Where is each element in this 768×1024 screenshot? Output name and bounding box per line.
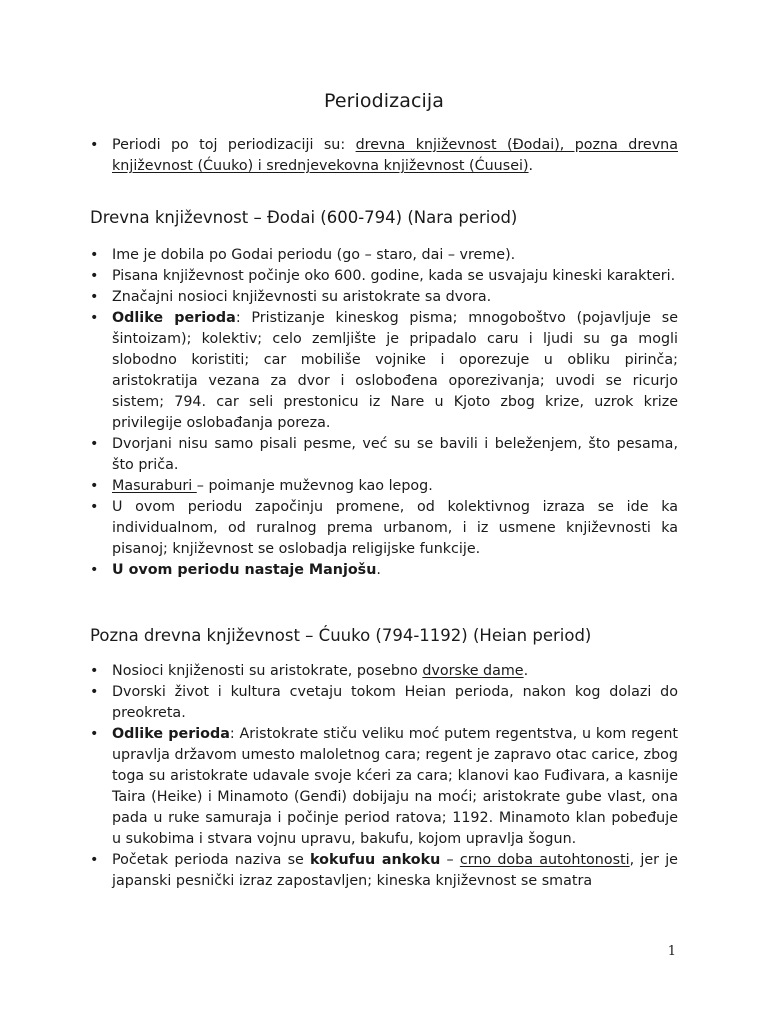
item-text: . <box>376 562 381 578</box>
list-item: • Pisana književnost počinje oko 600. godine, kada se usvajaju kineski karakteri. <box>90 266 678 287</box>
drevna-list <box>90 245 678 581</box>
item-text: – <box>440 852 460 868</box>
item-text: Nosioci knjiženosti su aristokrate, posebno <box>112 663 423 679</box>
list-item <box>90 661 678 682</box>
list-item: • U ovom periodu započinju promene, od kolektivnog izraza se ide ka individualnom, od ruralnog prema urbanom, i iz usmene književnosti ka pisanoj; književnost se oslobadja religijske funkcije. <box>90 497 678 560</box>
page-number: 1 <box>667 944 676 959</box>
odlike-label: Odlike perioda <box>112 310 236 326</box>
item-text: – poimanje muževnog kao lepog. <box>196 478 433 494</box>
list-item <box>90 308 678 434</box>
odlike-label: Odlike perioda <box>112 726 230 742</box>
page-title: Periodizacija <box>323 90 445 112</box>
list-item <box>90 135 678 177</box>
list-item: • Dvorski život i kultura cvetaju tokom Heian perioda, nakon kog dolazi do preokreta. <box>90 682 678 724</box>
section-heading-pozna: Pozna drevna književnost – Ćuuko (794-1192) (Heian period) <box>90 626 592 645</box>
list-item <box>90 724 678 850</box>
list-item <box>90 850 678 892</box>
pozna-list <box>90 661 678 892</box>
masuraburi-link[interactable]: Masuraburi <box>112 478 197 494</box>
list-item: • Dvorjani nisu samo pisali pesme, već su se bavili i beleženjem, što pesama, što priča. <box>90 434 678 476</box>
item-text: . <box>523 663 529 679</box>
list-item: • Ime je dobila po Godai periodu (go – staro, dai – vreme). <box>90 245 678 266</box>
item-text: , jer je japanski pesnički izraz zapostavljen; kineska književnost se smatra <box>112 852 678 889</box>
item-text: Periodi po toj periodizaciji su: <box>112 137 356 153</box>
section-heading-drevna: Drevna književnost – Đodai (600-794) (Nara period) <box>90 208 518 227</box>
item-text: : Pristizanje kineskog pisma; mnogoboštvo (pojavljuje se šintoizam); kolektiv; celo zemljište je pripadalo caru i ljudi su ga mogli slobodno koristiti; car mobiliše vojnike i oporezuje u obliku pirinča; aristokratija vezana za dvor i oslobođena oporezivanja; uvodi se ricurjo sistem; 794. car seli prestonicu iz Nare u Kjoto zbog krize, uzrok krize privilegije oslobađanja poreza. <box>112 310 678 431</box>
crno-doba-link[interactable]: crno doba autohtonosti <box>459 852 630 868</box>
item-text: . <box>528 158 534 174</box>
item-text: : Aristokrate stiču veliku moć putem regentstva, u kom regent upravlja državom umesto maloletnog cara; regent je zapravo otac carice, zbog toga su aristokrate udavale svoje kćeri za cara; klanovi kao Fuđivara, a kasnije Taira (Heike) i Minamoto (Genđi) dobijaju na moći; aristokrate gube vlast, ona pada u ruke samuraja i počinje period ratova; 1192. Minamoto klan pobeđuje u sukobima i stvara vojnu upravu, bakufu, kojom upravlja šogun. <box>112 726 679 847</box>
kokufuu-term: kokufuu ankoku <box>310 852 441 868</box>
intro-list <box>90 135 678 177</box>
manjosu-text: U ovom periodu nastaje Manjošu <box>112 562 377 578</box>
periods-link[interactable]: drevna književnost (Đodai), pozna drevna književnost (Ćuuko) i srednjevekovna književnost (Ćuusei) <box>112 137 678 174</box>
list-item: • Značajni nosioci književnosti su aristokrate sa dvora. <box>90 287 678 308</box>
dvorske-dame-link[interactable]: dvorske dame <box>422 663 524 679</box>
list-item <box>90 560 678 581</box>
list-item <box>90 476 678 497</box>
item-text: Početak perioda naziva se <box>112 852 311 868</box>
